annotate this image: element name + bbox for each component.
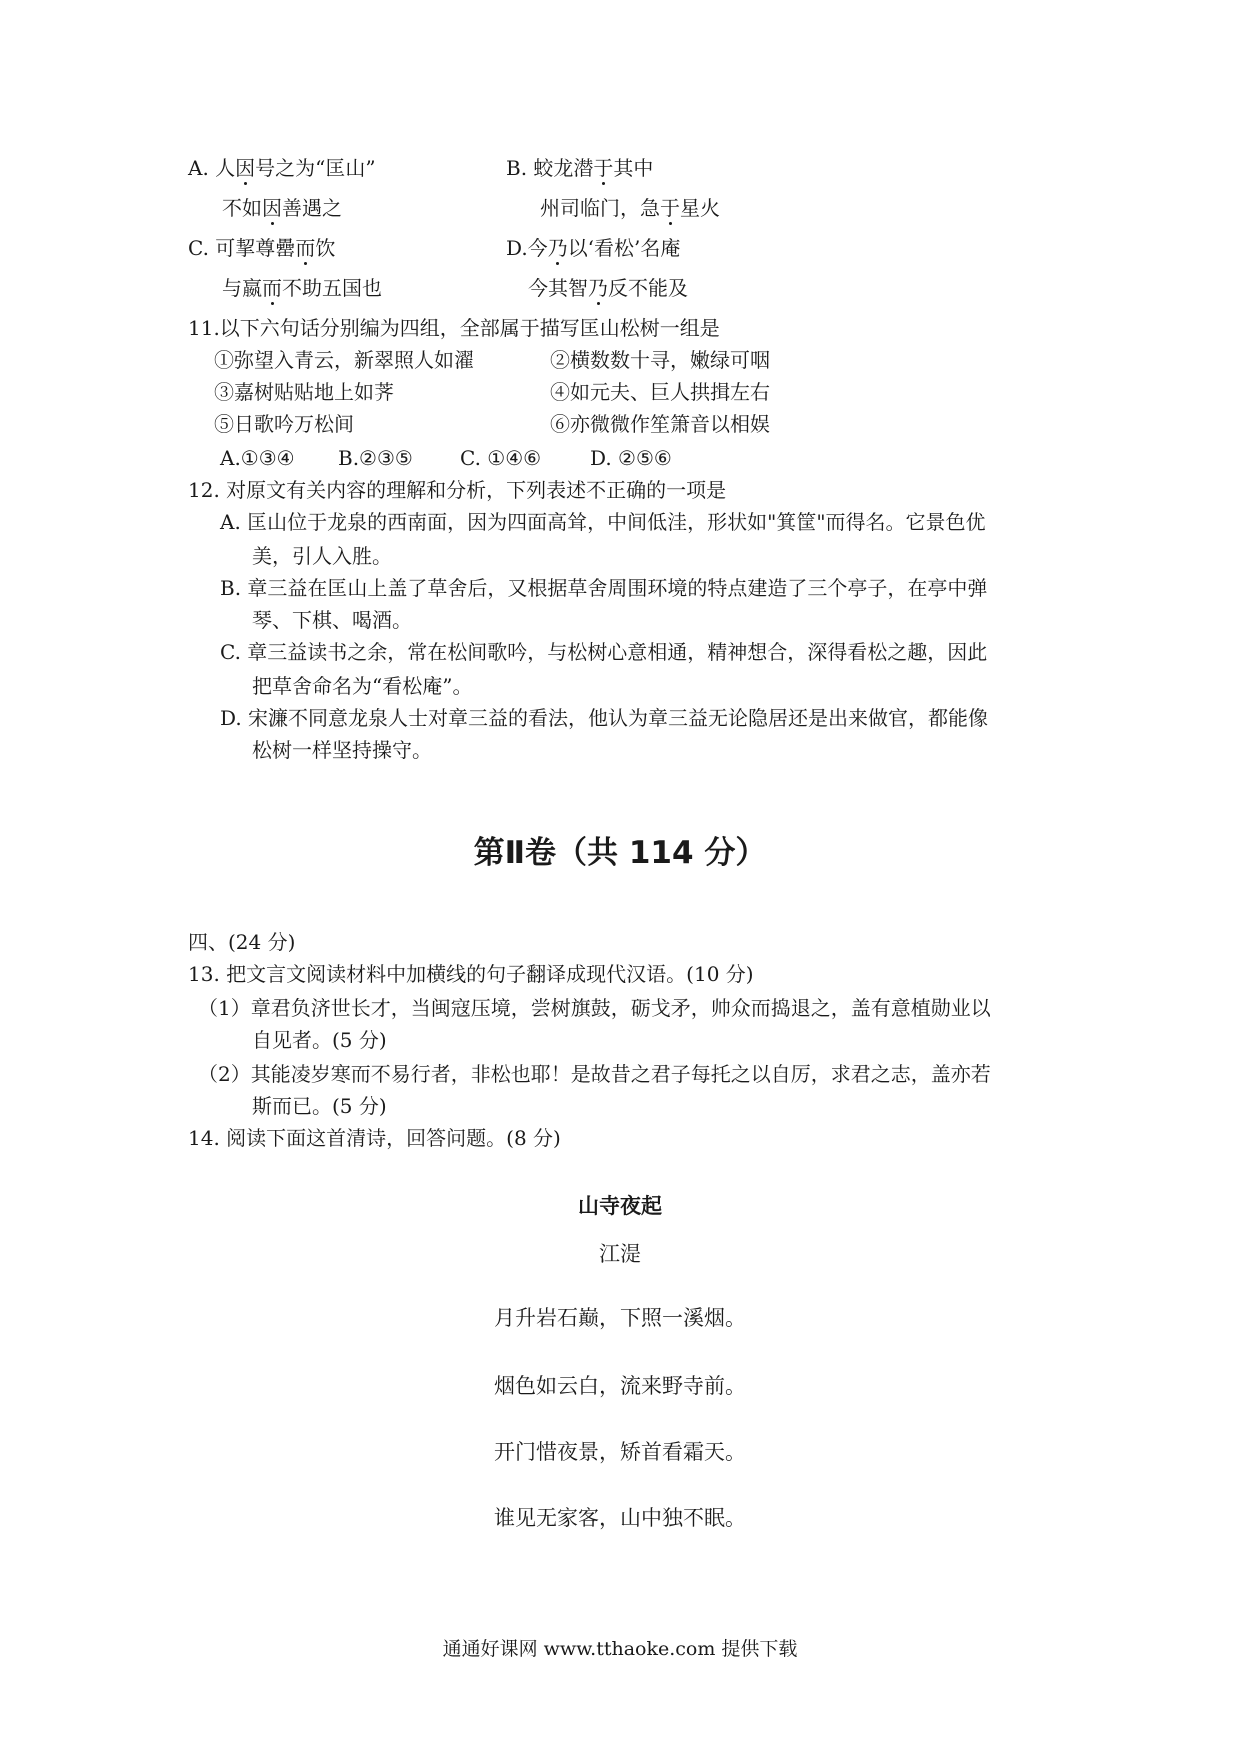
poem-line-1: 月升岩石巅，下照一溪烟。 — [494, 1306, 746, 1330]
section-title: 第Ⅱ卷（共 114 分） — [473, 835, 767, 871]
q11-option-c: C. ①④⑥ — [460, 446, 542, 470]
poem-line-4: 谁见无家客，山中独不眠。 — [494, 1506, 746, 1530]
q10-option-c-line1: C. 可挈尊罍而饮 — [188, 236, 336, 260]
poem-line-3: 开门惜夜景，矫首看霜天。 — [494, 1440, 746, 1464]
q11-sentence-4: ④如元夫、巨人拱揖左右 — [550, 380, 770, 404]
q13-item1-line2: 自见者。(5 分) — [252, 1028, 387, 1052]
q10-option-b-line1: B. 蛟龙潜于其中 — [506, 156, 654, 180]
q10-option-d-line1: D.今乃以‘看松’名庵 — [506, 236, 681, 260]
poem-author: 江湜 — [599, 1242, 641, 1266]
footer-source: 通通好课网 www.tthaoke.com 提供下载 — [442, 1638, 798, 1660]
q14-stem: 14. 阅读下面这首清诗，回答问题。(8 分) — [188, 1126, 561, 1150]
q12-option-c-line1: C. 章三益读书之余，常在松间歌吟，与松树心意相通，精神想合，深得看松之趣，因此 — [220, 640, 988, 664]
q10-option-a-line2: 不如因善遇之 — [222, 196, 342, 220]
poem-line-2: 烟色如云白，流来野寺前。 — [494, 1374, 746, 1398]
q12-option-d-line2: 松树一样坚持操守。 — [252, 738, 432, 762]
q11-option-b: B.②③⑤ — [338, 446, 413, 470]
q12-option-d-line1: D. 宋濂不同意龙泉人士对章三益的看法，他认为章三益无论隐居还是出来做官，都能像 — [220, 706, 989, 730]
q10-option-a-line1: A. 人因号之为“匡山” — [188, 156, 376, 180]
q11-sentence-1: ①弥望入青云，新翠照人如濯 — [214, 348, 474, 372]
q11-sentence-5: ⑤日歌吟万松间 — [214, 412, 354, 436]
q13-item1-line1: （1）章君负济世长才，当闽寇压境，尝树旗鼓，砺戈矛，帅众而捣退之，盖有意植勋业以 — [198, 996, 991, 1020]
q10-option-d-line2: 今其智乃反不能及 — [528, 276, 688, 300]
q12-option-b-line2: 琴、下棋、喝酒。 — [252, 608, 412, 632]
q12-option-b-line1: B. 章三益在匡山上盖了草舍后，又根据草舍周围环境的特点建造了三个亭子，在亭中弹 — [220, 576, 988, 600]
q13-item2-line1: （2）其能凌岁寒而不易行者，非松也耶！是故昔之君子每托之以自厉，求君之志，盖亦若 — [198, 1062, 991, 1086]
q12-stem: 12. 对原文有关内容的理解和分析，下列表述不正确的一项是 — [188, 478, 727, 502]
q10-option-b-line2: 州司临门，急于星火 — [540, 196, 720, 220]
q13-stem: 13. 把文言文阅读材料中加横线的句子翻译成现代汉语。(10 分) — [188, 962, 754, 986]
q11-sentence-2: ②横数数十寻，嫩绿可咽 — [550, 348, 770, 372]
part4-heading: 四、(24 分) — [188, 930, 296, 954]
poem-title: 山寺夜起 — [578, 1194, 662, 1218]
q12-option-c-line2: 把草舍命名为“看松庵”。 — [252, 674, 473, 698]
q11-option-a: A.①③④ — [220, 446, 295, 470]
q11-sentence-3: ③嘉树贴贴地上如荠 — [214, 380, 394, 404]
q13-item2-line2: 斯而已。(5 分) — [252, 1094, 387, 1118]
q10-option-c-line2: 与嬴而不助五国也 — [222, 276, 382, 300]
q12-option-a-line2: 美，引人入胜。 — [252, 544, 392, 568]
q12-option-a-line1: A. 匡山位于龙泉的西南面，因为四面高耸，中间低洼，形状如"箕筐"而得名。它景色优 — [220, 510, 986, 534]
q11-sentence-6: ⑥亦微微作笙箫音以相娱 — [550, 412, 770, 436]
q11-stem: 11.以下六句话分别编为四组，全部属于描写匡山松树一组是 — [188, 316, 720, 340]
q11-option-d: D. ②⑤⑥ — [590, 446, 672, 470]
